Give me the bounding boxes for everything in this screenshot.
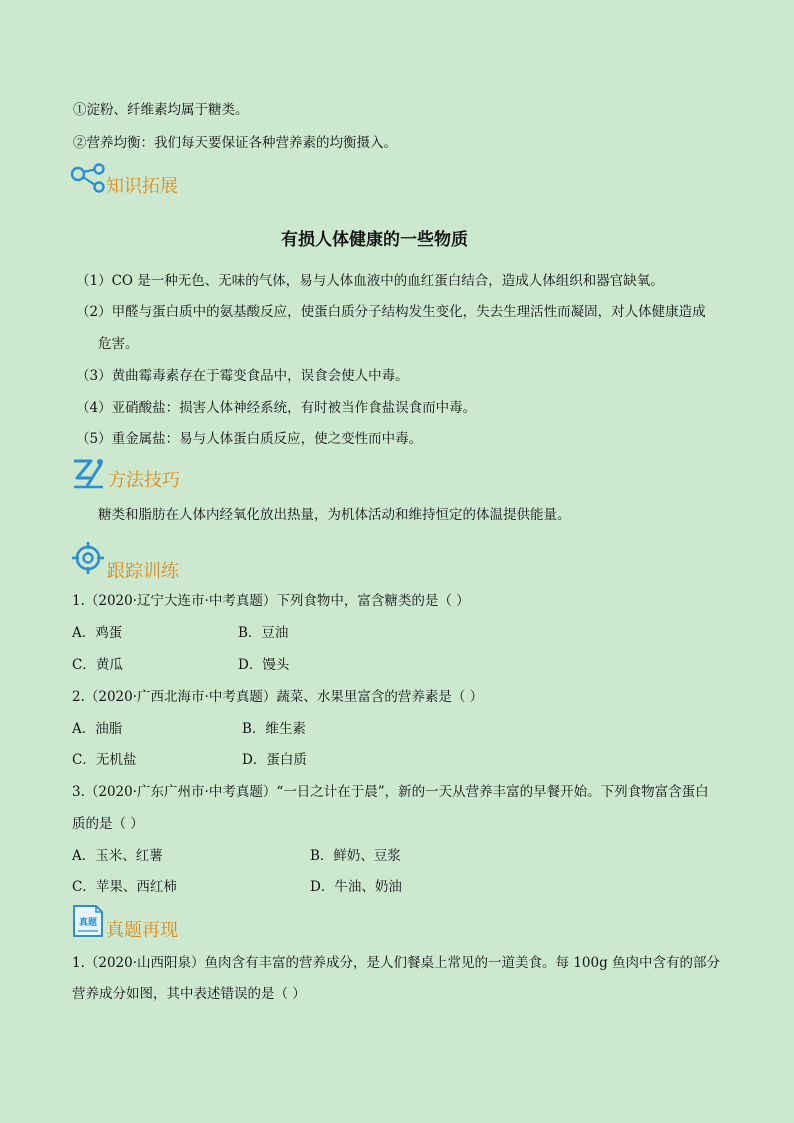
method-heading: 方法技巧 — [108, 470, 180, 491]
share-nodes-icon — [70, 163, 108, 193]
q3-option-d: D．牛油、奶油 — [310, 879, 402, 895]
real-q1-stem-1: 1.（2020·山西阳泉）鱼肉含有丰富的营养成分，是人们餐桌上常见的一道美食。每 100g 鱼肉中含有的部分 — [72, 955, 721, 971]
q1-option-d: D．馒头 — [238, 657, 290, 673]
intro-line-2: ②营养均衡：我们每天要保证各种营养素的均衡摄入。 — [73, 135, 397, 151]
intro-line-1: ①淀粉、纤维素均属于糖类。 — [73, 102, 249, 118]
q3-option-a: A．玉米、红薯 — [72, 848, 163, 864]
q3-stem-2: 质的是（ ） — [72, 816, 144, 832]
exam-paper-icon — [72, 904, 104, 938]
q2-option-b: B．维生素 — [242, 721, 306, 737]
practice-heading: 跟踪训练 — [107, 561, 179, 582]
q1-option-c: C．黄瓜 — [72, 657, 123, 673]
method-text: 糖类和脂肪在人体内经氧化放出热量，为机体活动和维持恒定的体温提供能量。 — [98, 507, 571, 523]
knowledge-item-2: （2）甲醛与蛋白质中的氨基酸反应，使蛋白质分子结构发生变化，失去生理活性而凝固，对人体健康造成 — [76, 304, 706, 320]
target-icon — [70, 540, 106, 576]
knowledge-item-5: （5）重金属盐：易与人体蛋白质反应，使之变性而中毒。 — [76, 431, 423, 447]
q2-option-d: D．蛋白质 — [242, 752, 307, 768]
real-heading: 真题再现 — [106, 920, 178, 941]
q3-stem-1: 3.（2020·广东广州市·中考真题）“一日之计在于晨”，新的一天从营养丰富的早餐开始。下列食物富含蛋白 — [72, 784, 709, 800]
knowledge-heading: 知识拓展 — [106, 176, 178, 197]
knowledge-item-2-cont: 危害。 — [98, 336, 139, 352]
q1-option-a: A．鸡蛋 — [72, 625, 123, 641]
tools-icon — [71, 456, 105, 490]
knowledge-title: 有损人体健康的一些物质 — [281, 230, 468, 250]
knowledge-item-1: （1）CO 是一种无色、无味的气体，易与人体血液中的血红蛋白结合，造成人体组织和器官缺氧。 — [76, 273, 664, 289]
real-q1-stem-2: 营养成分如图，其中表述错误的是（ ） — [72, 986, 306, 1002]
q1-stem: 1.（2020·辽宁大连市·中考真题）下列食物中，富含糖类的是（ ） — [72, 593, 470, 609]
knowledge-item-3: （3）黄曲霉毒素存在于霉变食品中，误食会使人中毒。 — [76, 368, 409, 384]
q1-option-b: B．豆油 — [238, 625, 289, 641]
q2-option-a: A．油脂 — [72, 721, 123, 737]
q3-option-b: B．鲜奶、豆浆 — [310, 848, 401, 864]
q2-option-c: C．无机盐 — [72, 752, 137, 768]
exam-paper-icon-label: 真题 — [78, 918, 98, 928]
knowledge-item-4: （4）亚硝酸盐：损害人体神经系统，有时被当作食盐误食而中毒。 — [76, 400, 477, 416]
q2-stem: 2.（2020·广西北海市·中考真题）蔬菜、水果里富含的营养素是（ ） — [72, 689, 484, 705]
q3-option-c: C．苹果、西红柿 — [72, 879, 177, 895]
